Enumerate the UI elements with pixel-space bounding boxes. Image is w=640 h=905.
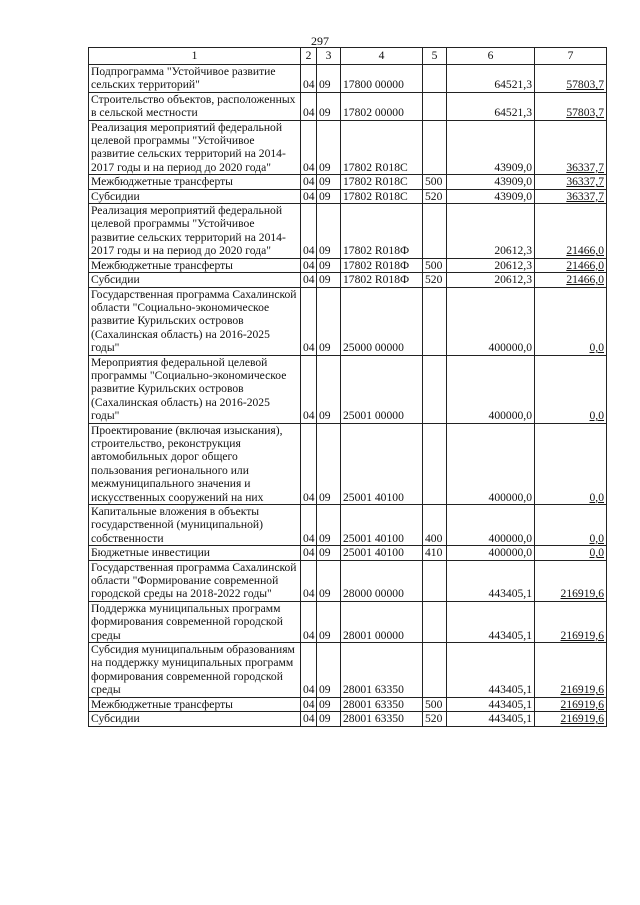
header-col-1: 1 <box>89 48 301 65</box>
row-subsection: 09 <box>317 601 341 642</box>
row-subsection: 09 <box>317 175 341 189</box>
row-subsection: 09 <box>317 505 341 546</box>
row-amount-6: 400000,0 <box>447 287 535 355</box>
row-section: 04 <box>301 546 317 560</box>
row-name: Межбюджетные трансферты <box>89 697 301 711</box>
header-col-2: 2 <box>301 48 317 65</box>
row-subsection: 09 <box>317 258 341 272</box>
row-expense-type <box>423 423 447 504</box>
header-col-4: 4 <box>341 48 423 65</box>
row-section: 04 <box>301 423 317 504</box>
row-section: 04 <box>301 175 317 189</box>
table-row <box>89 643 607 698</box>
row-amount-6: 64521,3 <box>447 92 535 120</box>
row-section: 04 <box>301 92 317 120</box>
row-amount-7: 0,0 <box>535 355 607 423</box>
row-amount-6: 400000,0 <box>447 546 535 560</box>
row-name: Субсидии <box>89 273 301 287</box>
row-expense-type: 500 <box>423 697 447 711</box>
table-row <box>89 355 607 423</box>
row-name: Субсидия муниципальным образованиям на поддержку муниципальных программ формирования современной городской среды <box>89 643 301 698</box>
row-amount-7: 216919,6 <box>535 601 607 642</box>
table-row <box>89 601 607 642</box>
row-name: Государственная программа Сахалинской области "Формирование современной городской среды на 2018-2022 годы" <box>89 560 301 601</box>
row-name: Строительство объектов, расположенных в сельской местности <box>89 92 301 120</box>
row-subsection: 09 <box>317 92 341 120</box>
row-section: 04 <box>301 273 317 287</box>
row-section: 04 <box>301 643 317 698</box>
row-name: Межбюджетные трансферты <box>89 258 301 272</box>
header-col-5: 5 <box>423 48 447 65</box>
row-section: 04 <box>301 204 317 259</box>
row-amount-7: 216919,6 <box>535 697 607 711</box>
row-expense-type: 500 <box>423 258 447 272</box>
row-target-code: 17802 R018Ф <box>341 273 423 287</box>
row-name: Капитальные вложения в объекты государственной (муниципальной) собственности <box>89 505 301 546</box>
row-section: 04 <box>301 505 317 546</box>
row-amount-7: 0,0 <box>535 287 607 355</box>
page-number: 297 <box>311 34 329 48</box>
row-name: Субсидии <box>89 712 301 726</box>
table-row <box>89 189 607 203</box>
row-amount-7: 0,0 <box>535 505 607 546</box>
table-row <box>89 204 607 259</box>
row-amount-6: 443405,1 <box>447 712 535 726</box>
row-name: Поддержка муниципальных программ формирования современной городской среды <box>89 601 301 642</box>
row-subsection: 09 <box>317 204 341 259</box>
header-col-6: 6 <box>447 48 535 65</box>
row-expense-type <box>423 355 447 423</box>
row-target-code: 28001 00000 <box>341 601 423 642</box>
row-subsection: 09 <box>317 560 341 601</box>
row-target-code: 17802 R018С <box>341 175 423 189</box>
row-amount-7: 216919,6 <box>535 712 607 726</box>
row-section: 04 <box>301 65 317 93</box>
row-expense-type <box>423 120 447 175</box>
row-section: 04 <box>301 258 317 272</box>
row-expense-type: 520 <box>423 273 447 287</box>
row-expense-type: 520 <box>423 712 447 726</box>
row-expense-type: 500 <box>423 175 447 189</box>
row-amount-7: 0,0 <box>535 423 607 504</box>
row-section: 04 <box>301 560 317 601</box>
row-subsection: 09 <box>317 546 341 560</box>
row-name: Субсидии <box>89 189 301 203</box>
row-amount-6: 43909,0 <box>447 175 535 189</box>
row-amount-7: 216919,6 <box>535 560 607 601</box>
row-amount-6: 400000,0 <box>447 423 535 504</box>
row-target-code: 17802 R018С <box>341 189 423 203</box>
table-row <box>89 273 607 287</box>
row-section: 04 <box>301 287 317 355</box>
row-amount-7: 216919,6 <box>535 643 607 698</box>
row-amount-6: 443405,1 <box>447 643 535 698</box>
row-expense-type: 520 <box>423 189 447 203</box>
row-amount-6: 443405,1 <box>447 560 535 601</box>
row-amount-6: 20612,3 <box>447 273 535 287</box>
table-row <box>89 505 607 546</box>
row-target-code: 17800 00000 <box>341 65 423 93</box>
row-amount-6: 64521,3 <box>447 65 535 93</box>
row-subsection: 09 <box>317 355 341 423</box>
row-amount-7: 57803,7 <box>535 92 607 120</box>
row-amount-6: 20612,3 <box>447 258 535 272</box>
row-target-code: 25000 00000 <box>341 287 423 355</box>
row-amount-6: 443405,1 <box>447 697 535 711</box>
row-expense-type <box>423 287 447 355</box>
table-row <box>89 92 607 120</box>
row-amount-7: 36337,7 <box>535 175 607 189</box>
row-subsection: 09 <box>317 643 341 698</box>
table-row <box>89 423 607 504</box>
row-name: Реализация мероприятий федеральной целевой программы "Устойчивое развитие сельских территорий на 2014-2017 годы и на период до 2020 года" <box>89 204 301 259</box>
row-amount-7: 36337,7 <box>535 120 607 175</box>
table-row <box>89 560 607 601</box>
row-target-code: 28000 00000 <box>341 560 423 601</box>
row-target-code: 17802 00000 <box>341 92 423 120</box>
row-amount-6: 400000,0 <box>447 355 535 423</box>
row-subsection: 09 <box>317 273 341 287</box>
row-amount-7: 21466,0 <box>535 273 607 287</box>
row-section: 04 <box>301 601 317 642</box>
row-name: Межбюджетные трансферты <box>89 175 301 189</box>
row-target-code: 25001 00000 <box>341 355 423 423</box>
row-section: 04 <box>301 712 317 726</box>
row-amount-7: 21466,0 <box>535 204 607 259</box>
row-target-code: 25001 40100 <box>341 505 423 546</box>
row-expense-type <box>423 92 447 120</box>
row-target-code: 25001 40100 <box>341 423 423 504</box>
row-amount-6: 43909,0 <box>447 189 535 203</box>
header-col-3: 3 <box>317 48 341 65</box>
row-expense-type: 400 <box>423 505 447 546</box>
row-amount-7: 36337,7 <box>535 189 607 203</box>
row-name: Бюджетные инвестиции <box>89 546 301 560</box>
row-target-code: 28001 63350 <box>341 697 423 711</box>
row-amount-6: 43909,0 <box>447 120 535 175</box>
row-section: 04 <box>301 355 317 423</box>
table-row <box>89 712 607 726</box>
row-target-code: 17802 R018Ф <box>341 204 423 259</box>
row-expense-type <box>423 643 447 698</box>
table-row <box>89 258 607 272</box>
row-expense-type <box>423 560 447 601</box>
row-expense-type <box>423 204 447 259</box>
header-row <box>89 48 607 65</box>
row-name: Проектирование (включая изыскания), строительство, реконструкция автомобильных дорог общего пользования регионального или межмуниципального значения и искусственных сооружений на них <box>89 423 301 504</box>
row-amount-6: 400000,0 <box>447 505 535 546</box>
row-expense-type <box>423 601 447 642</box>
row-target-code: 17802 R018Ф <box>341 258 423 272</box>
row-amount-7: 0,0 <box>535 546 607 560</box>
row-target-code: 28001 63350 <box>341 643 423 698</box>
row-subsection: 09 <box>317 712 341 726</box>
row-expense-type <box>423 65 447 93</box>
header-col-7: 7 <box>535 48 607 65</box>
table-row <box>89 120 607 175</box>
row-subsection: 09 <box>317 423 341 504</box>
row-expense-type: 410 <box>423 546 447 560</box>
row-target-code: 17802 R018С <box>341 120 423 175</box>
row-subsection: 09 <box>317 65 341 93</box>
row-name: Государственная программа Сахалинской области "Социально-экономическое развитие Курильских островов (Сахалинская область) на 2016-2025 годы" <box>89 287 301 355</box>
row-target-code: 25001 40100 <box>341 546 423 560</box>
row-section: 04 <box>301 697 317 711</box>
row-subsection: 09 <box>317 120 341 175</box>
budget-table <box>88 47 607 727</box>
row-subsection: 09 <box>317 697 341 711</box>
row-amount-6: 20612,3 <box>447 204 535 259</box>
table-row <box>89 175 607 189</box>
row-amount-7: 21466,0 <box>535 258 607 272</box>
row-name: Реализация мероприятий федеральной целевой программы "Устойчивое развитие сельских территорий на 2014-2017 годы и на период до 2020 года" <box>89 120 301 175</box>
row-subsection: 09 <box>317 189 341 203</box>
row-target-code: 28001 63350 <box>341 712 423 726</box>
table-row <box>89 287 607 355</box>
table-row <box>89 65 607 93</box>
row-amount-7: 57803,7 <box>535 65 607 93</box>
row-name: Мероприятия федеральной целевой программы "Социально-экономическое развитие Курильских островов (Сахалинская область) на 2016-2025 годы" <box>89 355 301 423</box>
row-name: Подпрограмма "Устойчивое развитие сельских территорий" <box>89 65 301 93</box>
table-row <box>89 546 607 560</box>
row-section: 04 <box>301 120 317 175</box>
row-section: 04 <box>301 189 317 203</box>
table-row <box>89 697 607 711</box>
row-amount-6: 443405,1 <box>447 601 535 642</box>
row-subsection: 09 <box>317 287 341 355</box>
